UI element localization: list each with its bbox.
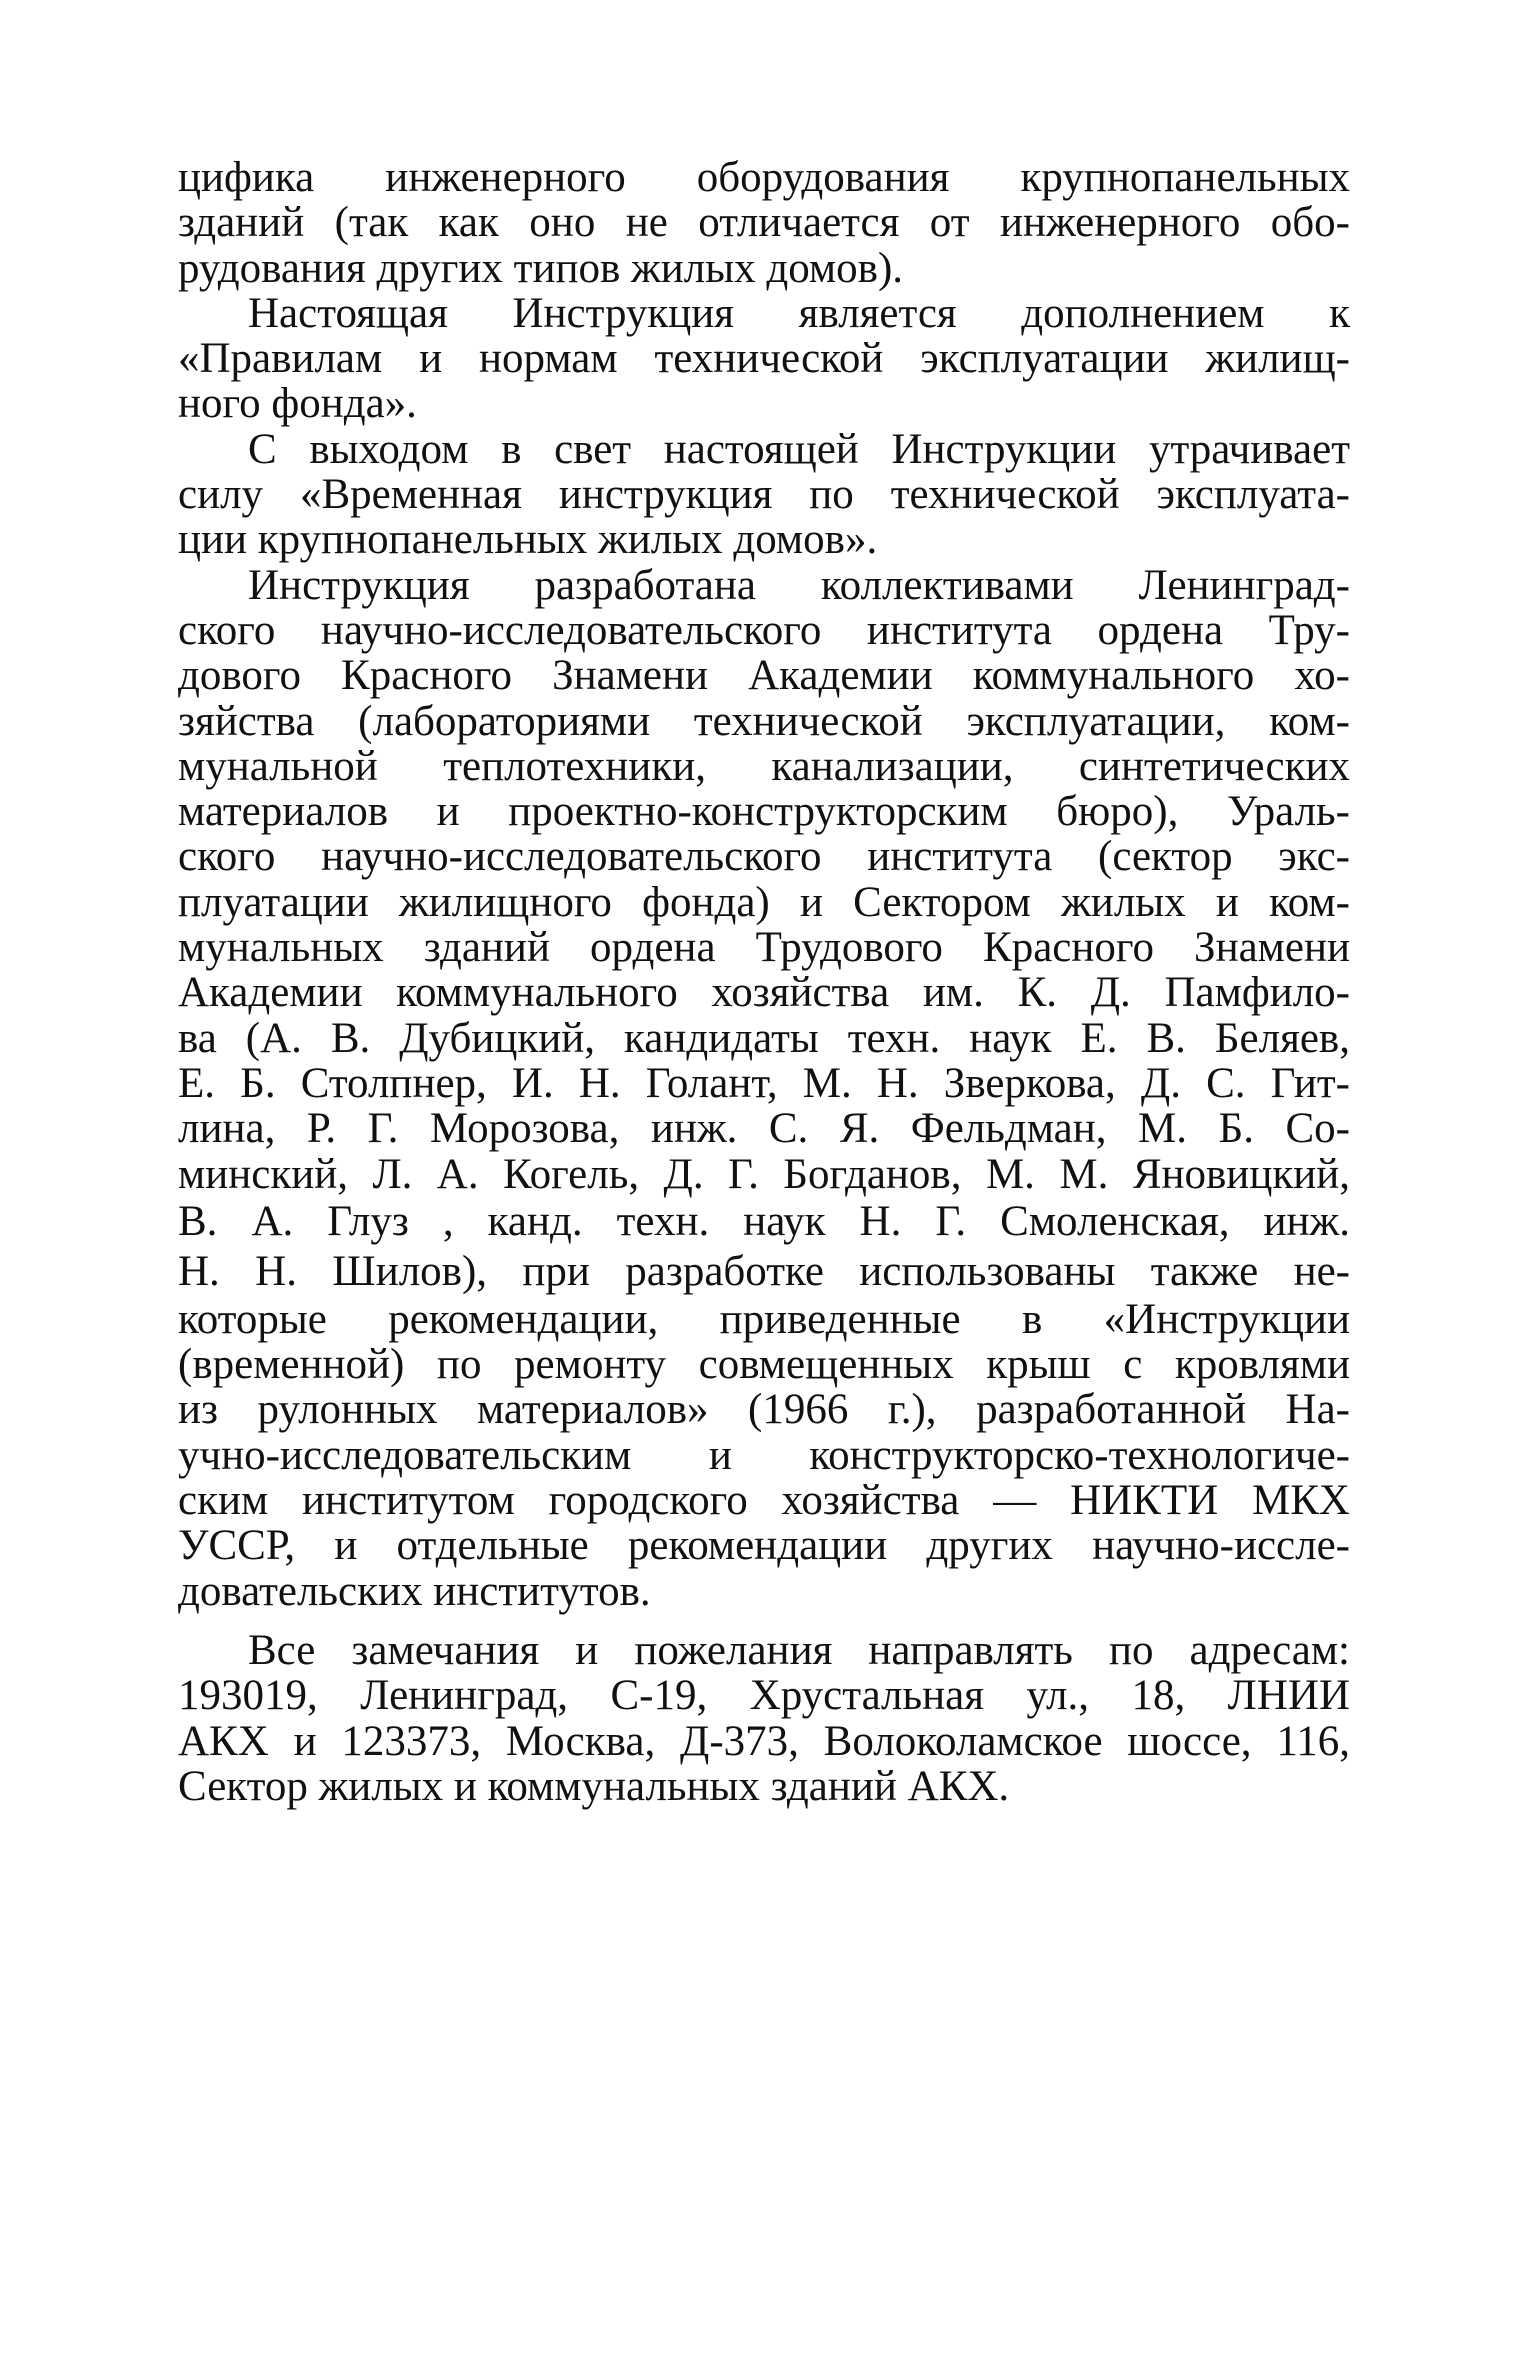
text-line: ского научно-исследовательского института (сектор экс- xyxy=(178,833,1350,881)
text-line: довательских институтов. xyxy=(178,1567,651,1615)
text-line: Все замечания и пожелания направлять по адресам: xyxy=(248,1626,1350,1674)
text-line: лина, Р. Г. Морозова, инж. С. Я. Фельдман, М. Б. Со- xyxy=(178,1105,1350,1153)
text-line: УССР, и отдельные рекомендации других научно-иссле- xyxy=(178,1522,1350,1570)
text-line: учно-исследовательским и конструкторско-технологиче- xyxy=(178,1431,1350,1479)
text-line: ского научно-исследовательского института ордена Тру- xyxy=(178,606,1350,654)
paragraph-gap xyxy=(178,1614,1350,1628)
text-line: рудования других типов жилых домов). xyxy=(178,244,904,292)
text-line: силу «Временная инструкция по технической эксплуата- xyxy=(178,471,1350,519)
text-line: цифика инженерного оборудования крупнопанельных xyxy=(178,154,1350,201)
text-line: минский, Л. А. Когель, Д. Г. Богданов, М. М. Яновицкий, xyxy=(178,1150,1350,1198)
text-line: которые рекомендации, приведенные в «Инструкции xyxy=(178,1295,1350,1343)
text-line: Академии коммунального хозяйства им. К. Д. Памфило- xyxy=(178,969,1350,1017)
text-line: Сектор жилых и коммунальных зданий АКХ. xyxy=(178,1762,1010,1810)
text-line: Е. Б. Столпнер, И. Н. Голант, М. Н. Зверкова, Д. С. Гит- xyxy=(178,1059,1350,1107)
paragraph-contact-addresses xyxy=(178,1628,1350,1809)
text-line: 193019, Ленинград, С-19, Хрустальная ул., 18, ЛНИИ xyxy=(178,1672,1350,1720)
text-line: В. А. Глуз , канд. техн. наук Н. Г. Смоленская, инж. xyxy=(178,1197,1350,1245)
text-line: зяйства (лабораториями технической эксплуатации, ком- xyxy=(178,697,1350,745)
text-line: из рулонных материалов» (1966 г.), разработанной На- xyxy=(178,1386,1350,1434)
text-line: зданий (так как оно не отличается от инженерного обо- xyxy=(178,199,1350,247)
text-line: ного фонда». xyxy=(178,380,417,428)
text-line: С выходом в свет настоящей Инструкции утрачивает xyxy=(248,425,1350,473)
paragraph-authors xyxy=(178,563,1350,1614)
text-line: материалов и проектно-конструкторским бюро), Ураль- xyxy=(178,788,1350,836)
text-line: Настоящая Инструкция является дополнением к xyxy=(248,289,1350,337)
paragraph-supersedes xyxy=(178,427,1350,563)
text-line: дового Красного Знамени Академии коммунального хо- xyxy=(178,652,1350,700)
body-text xyxy=(178,155,1350,1809)
text-line: «Правилам и нормам технической эксплуатации жилищ- xyxy=(178,335,1350,383)
text-line: ва (А. В. Дубицкий, кандидаты техн. наук Е. В. Беляев, xyxy=(178,1014,1350,1062)
text-line: АКХ и 123373, Москва, Д-373, Волоколамское шоссе, 116, xyxy=(178,1717,1350,1765)
text-line: мунальных зданий ордена Трудового Красного Знамени xyxy=(178,924,1350,972)
text-line: мунальной теплотехники, канализации, синтетических xyxy=(178,742,1350,790)
paragraph-supplement xyxy=(178,291,1350,427)
text-line: Инструкция разработана коллективами Ленинград- xyxy=(248,561,1350,609)
paragraph-equipment-note xyxy=(178,155,1350,291)
text-line: Н. Н. Шилов), при разработке использованы также не- xyxy=(178,1247,1350,1295)
text-line: (временной) по ремонту совмещенных крыш с кровлями xyxy=(178,1341,1350,1389)
text-line: ции крупнопанельных жилых домов». xyxy=(178,516,878,564)
text-line: ским институтом городского хозяйства — НИКТИ МКХ xyxy=(178,1477,1350,1525)
text-line: плуатации жилищного фонда) и Сектором жилых и ком- xyxy=(178,878,1350,926)
